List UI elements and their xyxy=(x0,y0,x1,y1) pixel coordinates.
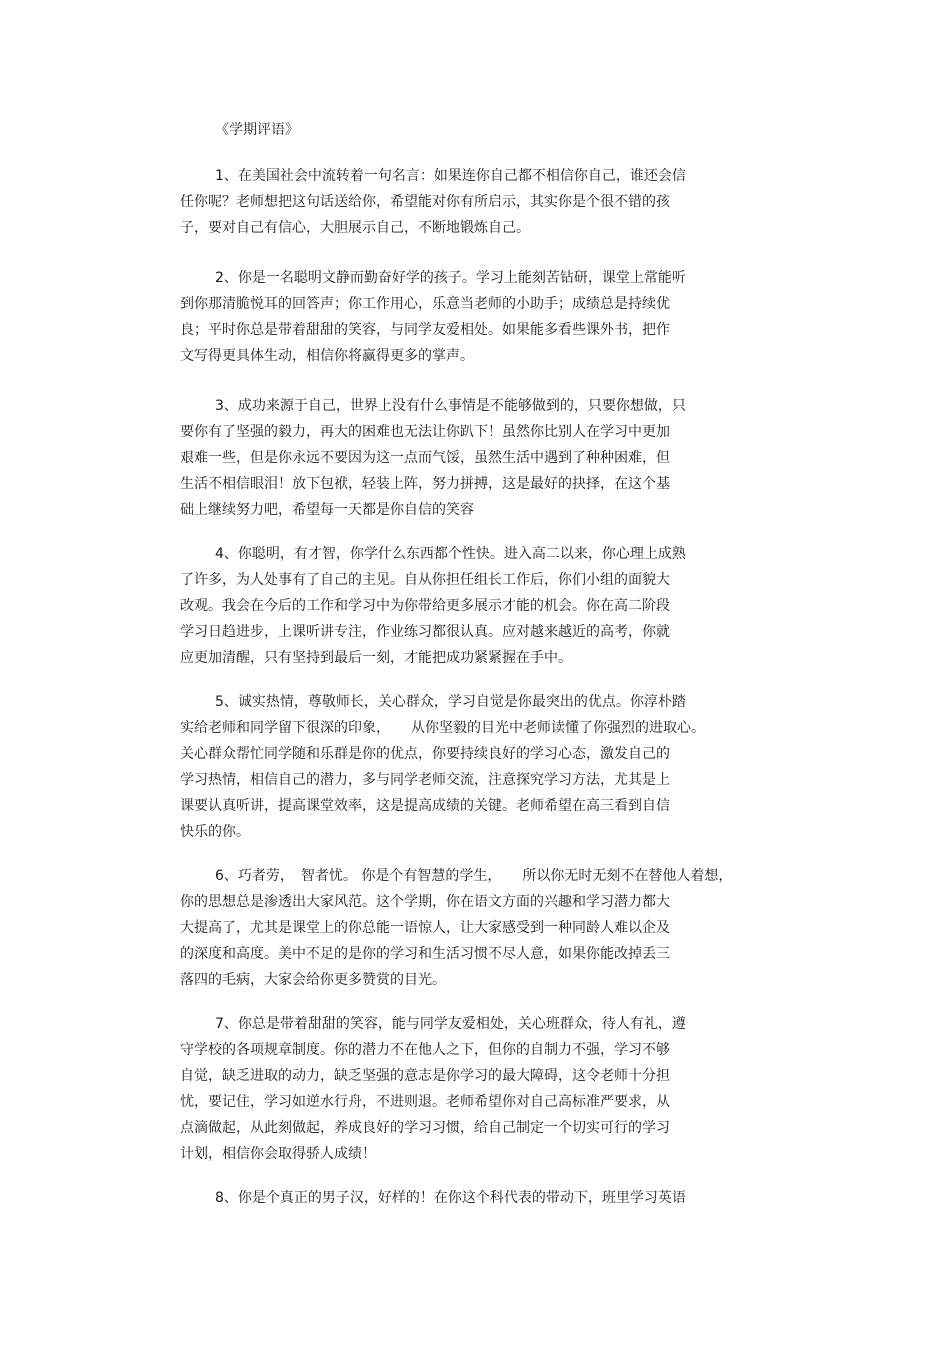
paragraph-line: 生活不相信眼泪！放下包袱，轻装上阵，努力拼搏，这是最好的抉择，在这个基 xyxy=(180,476,670,492)
paragraph-line: 关心群众帮忙同学随和乐群是你的优点，你要持续良好的学习心态，激发自己的 xyxy=(180,746,670,762)
comment-paragraph xyxy=(180,393,750,523)
paragraph-line: 自觉，缺乏进取的动力，缺乏坚强的意志是你学习的最大障碍，这令老师十分担 xyxy=(180,1068,670,1084)
paragraph-line: 忧，要记住，学习如逆水行舟，不进则退。老师希望你对自己高标准严要求，从 xyxy=(180,1094,670,1110)
paragraph-line: 学习日趋进步，上课听讲专注，作业练习都很认真。应对越来越近的高考，你就 xyxy=(180,624,670,640)
paragraph-line: 学习热情，相信自己的潜力，多与同学老师交流，注意探究学习方法，尤其是上 xyxy=(180,772,670,788)
paragraph-line: 了许多，为人处事有了自己的主见。自从你担任组长工作后，你们小组的面貌大 xyxy=(180,572,670,588)
comment-paragraph xyxy=(180,1011,750,1167)
paragraph-line: 文写得更具体生动，相信你将赢得更多的掌声。 xyxy=(180,348,474,364)
comment-paragraph xyxy=(180,265,750,369)
paragraph-line: 实给老师和同学留下很深的印象， 从你坚毅的目光中老师读懂了你强烈的进取心。 xyxy=(180,720,705,736)
paragraph-line: 课要认真听讲，提高课堂效率，这是提高成绩的关键。老师希望在高三看到自信 xyxy=(180,798,670,814)
paragraph-line: 到你那清脆悦耳的回答声；你工作用心，乐意当老师的小助手；成绩总是持续优 xyxy=(180,296,670,312)
paragraph-line: 2、你是一名聪明文静而勤奋好学的孩子。学习上能刻苦钻研，课堂上常能听 xyxy=(215,270,686,286)
paragraph-line: 点滴做起，从此刻做起，养成良好的学习习惯，给自己制定一个切实可行的学习 xyxy=(180,1120,670,1136)
paragraph-line: 落四的毛病，大家会给你更多赞赏的目光。 xyxy=(180,972,446,988)
paragraph-line: 任你呢？老师想把这句话送给你，希望能对你有所启示，其实你是个很不错的孩 xyxy=(180,194,670,210)
paragraph-line: 的深度和高度。美中不足的是你的学习和生活习惯不尽人意，如果你能改掉丢三 xyxy=(180,946,670,962)
comment-paragraph xyxy=(180,863,750,993)
paragraph-line: 艰难一些，但是你永远不要因为这一点而气馁，虽然生活中遇到了种种困难，但 xyxy=(180,450,670,466)
paragraph-line: 6、巧者劳， 智者忧。 你是个有智慧的学生， 所以你无时无刻不在替他人着想， xyxy=(215,868,733,884)
document-title: 《学期评语》 xyxy=(215,122,299,138)
paragraph-line: 计划，相信你会取得骄人成绩！ xyxy=(180,1146,376,1162)
paragraph-line: 良；平时你总是带着甜甜的笑容，与同学友爱相处。如果能多看些课外书，把作 xyxy=(180,322,670,338)
paragraph-line: 子，要对自己有信心，大胆展示自己，不断地锻炼自己。 xyxy=(180,220,530,236)
paragraph-line: 8、你是个真正的男子汉，好样的！在你这个科代表的带动下，班里学习英语 xyxy=(215,1190,686,1206)
comment-paragraph xyxy=(180,1185,750,1211)
paragraph-line: 你的思想总是渗透出大家风范。这个学期，你在语文方面的兴趣和学习潜力都大 xyxy=(180,894,670,910)
comment-paragraph xyxy=(180,541,750,671)
paragraph-line: 4、你聪明，有才智，你学什么东西都个性快。进入高二以来，你心理上成熟 xyxy=(215,546,686,562)
paragraph-line: 守学校的各项规章制度。你的潜力不在他人之下，但你的自制力不强，学习不够 xyxy=(180,1042,670,1058)
paragraph-line: 5、诚实热情，尊敬师长，关心群众，学习自觉是你最突出的优点。你淳朴踏 xyxy=(215,694,686,710)
paragraph-line: 3、成功来源于自己，世界上没有什么事情是不能够做到的，只要你想做，只 xyxy=(215,398,686,414)
paragraph-line: 改观。我会在今后的工作和学习中为你带给更多展示才能的机会。你在高二阶段 xyxy=(180,598,670,614)
paragraph-line: 1、在美国社会中流转着一句名言：如果连你自己都不相信你自己，谁还会信 xyxy=(215,168,686,184)
paragraph-line: 础上继续努力吧，希望每一天都是你自信的笑容 xyxy=(180,502,474,518)
paragraph-line: 要你有了坚强的毅力，再大的困难也无法让你趴下！虽然你比别人在学习中更加 xyxy=(180,424,670,440)
comment-paragraph xyxy=(180,689,750,845)
paragraph-line: 大提高了，尤其是课堂上的你总能一语惊人，让大家感受到一种同龄人难以企及 xyxy=(180,920,670,936)
paragraph-line: 应更加清醒，只有坚持到最后一刻，才能把成功紧紧握在手中。 xyxy=(180,650,572,666)
paragraph-line: 7、你总是带着甜甜的笑容，能与同学友爱相处，关心班群众，待人有礼，遵 xyxy=(215,1016,686,1032)
paragraph-line: 快乐的你。 xyxy=(180,824,250,840)
comment-paragraph xyxy=(180,163,750,241)
